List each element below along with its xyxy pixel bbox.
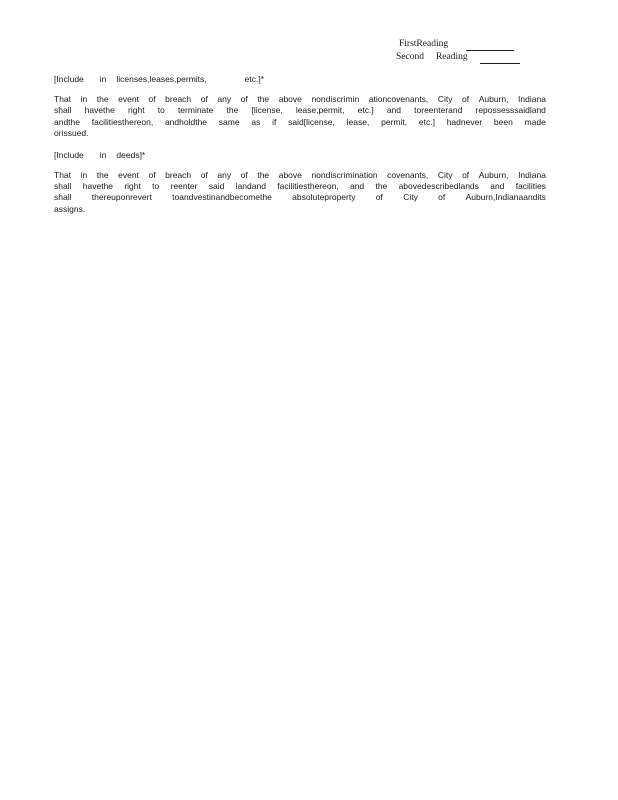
word: thereuponrevert xyxy=(91,192,152,203)
word: in xyxy=(80,169,88,180)
word: facilities xyxy=(515,181,546,192)
word: event xyxy=(118,94,139,104)
word: in xyxy=(80,94,88,104)
word: City xyxy=(403,192,418,203)
section-tag-deeds xyxy=(54,150,546,161)
word: any xyxy=(217,169,232,180)
first-reading-blank xyxy=(466,41,514,51)
word: made xyxy=(524,116,546,127)
word: terminate xyxy=(177,105,214,116)
word: andholdthe xyxy=(164,116,208,127)
word: Auburn,Indianaandits xyxy=(465,192,546,203)
text-line xyxy=(54,94,546,105)
word: of xyxy=(200,169,208,180)
word: hadnever xyxy=(446,116,483,127)
tag-word: in xyxy=(99,74,107,84)
word: as xyxy=(251,116,261,127)
word: of xyxy=(462,94,470,104)
word: assigns. xyxy=(54,203,86,214)
word: and xyxy=(349,181,365,192)
word: facilitiesthereon, xyxy=(277,181,339,192)
text-line xyxy=(54,181,546,192)
word: breach xyxy=(165,169,192,180)
word: That xyxy=(54,169,72,180)
word: [license, xyxy=(251,105,283,116)
word: of xyxy=(148,94,156,104)
word: the xyxy=(257,94,270,104)
word: ationcovenants, xyxy=(368,94,429,104)
first-reading-label: FirstReading xyxy=(399,39,449,49)
word: Indiana xyxy=(518,169,546,180)
word: repossesssaidland xyxy=(475,105,546,116)
word: of xyxy=(148,169,156,180)
word: right xyxy=(128,105,145,116)
word: of xyxy=(375,192,383,203)
word: of xyxy=(240,94,248,104)
text-line xyxy=(54,204,546,215)
paragraph-deeds xyxy=(54,170,546,216)
word: nondiscrimin xyxy=(311,94,360,104)
word: toreenterand xyxy=(414,105,463,116)
text-line xyxy=(54,128,546,139)
word: Indiana xyxy=(518,94,546,104)
word: above xyxy=(278,169,302,180)
word: orissued. xyxy=(54,128,89,139)
second-reading-label xyxy=(396,51,468,64)
word: the xyxy=(375,181,388,192)
text-line xyxy=(54,170,546,181)
document-body xyxy=(54,74,546,225)
word: any xyxy=(217,94,232,104)
word: lease, xyxy=(346,116,370,127)
word: andthe xyxy=(54,116,80,127)
word: above xyxy=(278,94,302,104)
word: shall xyxy=(54,192,72,203)
reading-block xyxy=(396,38,536,64)
word: of xyxy=(240,169,248,180)
word: shall xyxy=(54,105,72,116)
text-line xyxy=(54,117,546,128)
word: absoluteproperty xyxy=(292,192,356,203)
second-reading-word: Reading xyxy=(435,52,468,62)
text-line xyxy=(54,105,546,116)
word: Auburn, xyxy=(478,94,509,104)
first-reading-row xyxy=(396,38,536,51)
word: lease,permit, xyxy=(295,105,345,116)
word: shall xyxy=(54,181,72,192)
word: right xyxy=(124,181,141,192)
word: toandvestinandbecomethe xyxy=(172,192,272,203)
tag-word: licenses,leases,permits, xyxy=(116,74,207,84)
word: and xyxy=(386,105,402,116)
word: to xyxy=(157,105,165,116)
word: reenter xyxy=(170,181,198,192)
paragraph-licenses xyxy=(54,94,546,140)
word: City xyxy=(437,94,453,104)
word: covenants, xyxy=(387,169,429,180)
word: and xyxy=(490,181,505,192)
second-reading-word: Second xyxy=(396,52,424,62)
word: the xyxy=(96,94,109,104)
word: of xyxy=(200,94,208,104)
word: havethe xyxy=(82,181,114,192)
word: to xyxy=(152,181,160,192)
word: said xyxy=(208,181,225,192)
text-line xyxy=(54,192,546,203)
word: facilitiesthereon, xyxy=(91,116,154,127)
tag-word: [Include xyxy=(54,149,84,160)
tag-word: in xyxy=(99,149,107,160)
word: breach xyxy=(165,94,192,104)
tag-word: deeds]* xyxy=(116,149,146,160)
word: if xyxy=(272,116,277,127)
tag-word: [Include xyxy=(54,74,84,84)
second-reading-blank xyxy=(480,54,520,64)
word: the xyxy=(96,169,109,180)
word: abovedescribedlands xyxy=(398,181,479,192)
word: permit, xyxy=(381,116,408,127)
word: havethe xyxy=(84,105,115,116)
section-tag-licenses xyxy=(54,74,546,85)
word: event xyxy=(118,169,139,180)
word: of xyxy=(438,192,446,203)
word: same xyxy=(218,116,240,127)
word: nondiscrimination xyxy=(311,169,378,180)
word: etc.] xyxy=(357,105,374,116)
word: of xyxy=(462,169,470,180)
tag-word: etc.]* xyxy=(244,74,265,84)
word: etc.] xyxy=(418,116,435,127)
word: Auburn, xyxy=(478,169,509,180)
word: That xyxy=(54,94,72,104)
word: City xyxy=(437,169,453,180)
second-reading-row xyxy=(396,51,536,64)
word: the xyxy=(226,105,239,116)
word: said[license, xyxy=(288,116,335,127)
word: landand xyxy=(235,181,266,192)
word: the xyxy=(257,169,270,180)
word: been xyxy=(493,116,513,127)
